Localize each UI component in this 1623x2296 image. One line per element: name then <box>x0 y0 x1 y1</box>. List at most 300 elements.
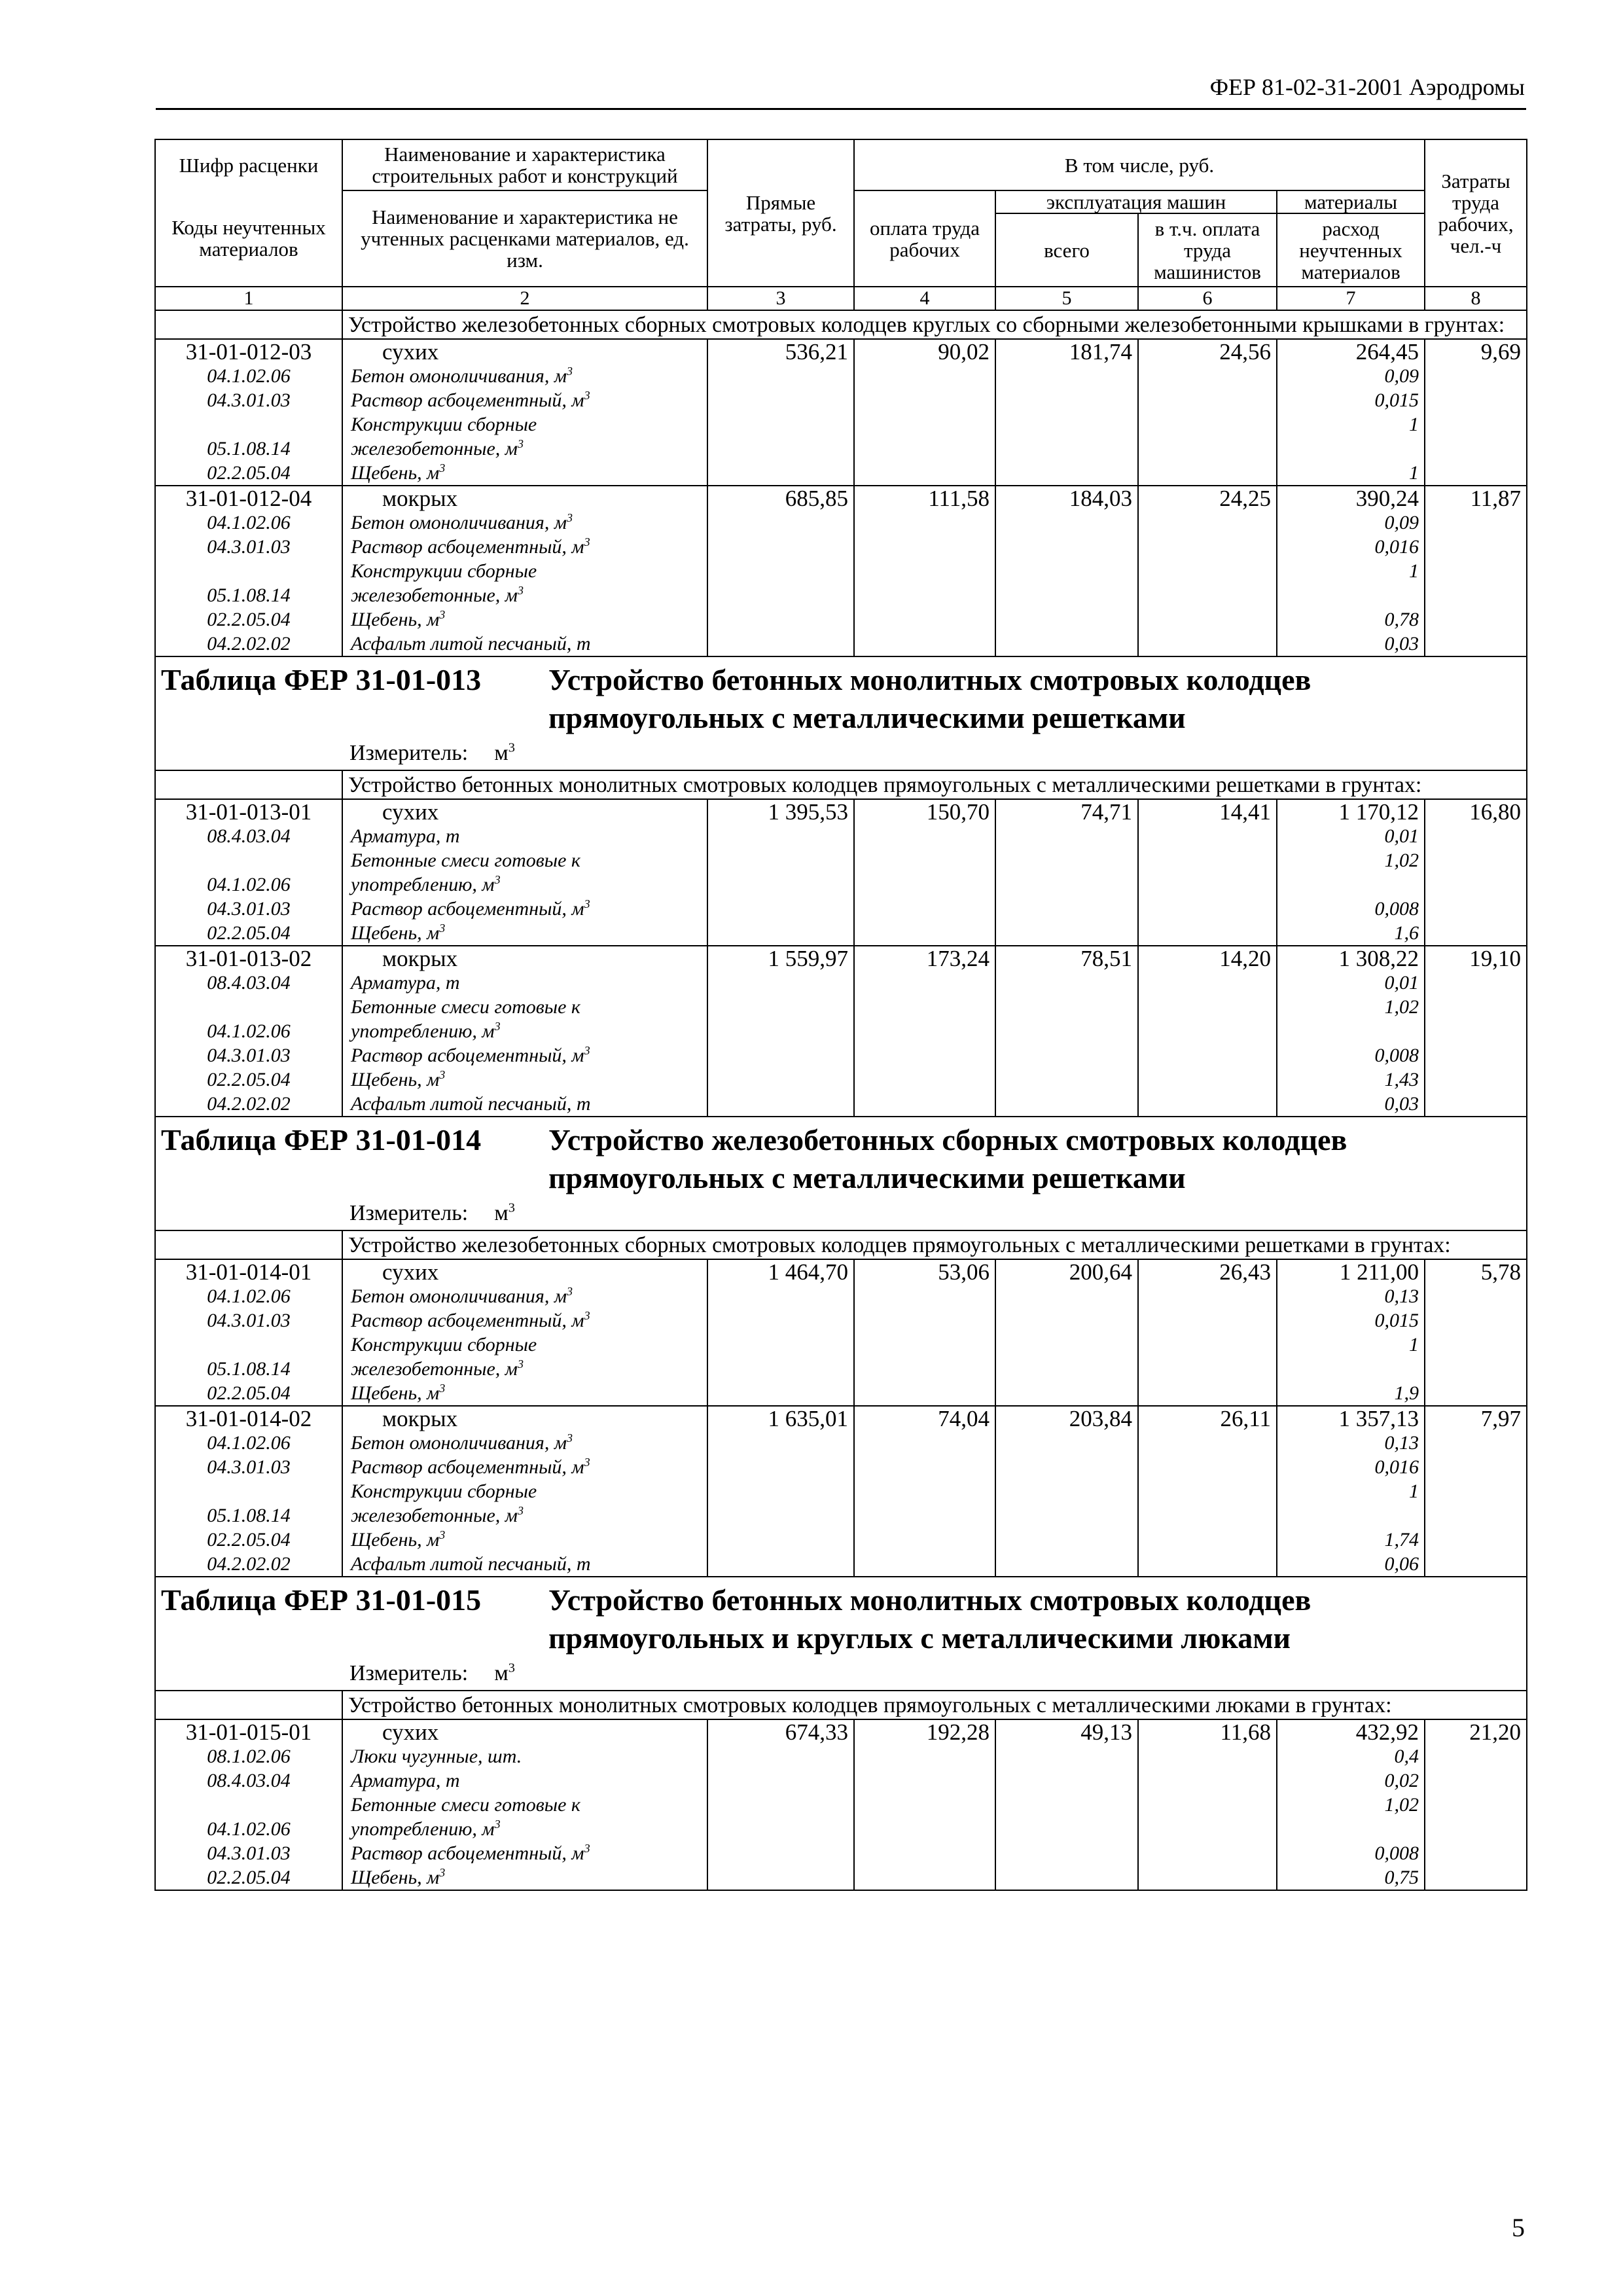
superscript: 3 <box>439 608 446 621</box>
table-number: Таблица ФЕР 31-01-015 <box>161 1583 482 1617</box>
material-name <box>342 1284 707 1308</box>
empty-cell <box>1138 1865 1277 1890</box>
table-number: Таблица ФЕР 31-01-013 <box>161 663 482 696</box>
empty-cell <box>854 1284 995 1308</box>
material-row <box>155 535 1527 559</box>
work-name: сухих <box>342 1259 707 1284</box>
labor-hours: 21,20 <box>1425 1719 1527 1744</box>
machinists-wages: 26,11 <box>1138 1406 1277 1431</box>
material-name-text: Люки чугунные, шт. <box>351 1746 522 1767</box>
measurement-unit <box>161 1660 1521 1687</box>
empty-cell <box>1425 511 1527 535</box>
material-row <box>155 995 1527 1043</box>
empty-cell <box>1425 1528 1527 1552</box>
empty-cell <box>854 1528 995 1552</box>
superscript: 3 <box>508 1660 515 1676</box>
material-code: 05.1.08.14 <box>155 412 342 461</box>
material-name-text: Арматура, т <box>351 972 460 994</box>
material-name <box>342 971 707 995</box>
superscript: 3 <box>494 1818 501 1831</box>
material-name <box>342 1455 707 1479</box>
material-quantity: 0,13 <box>1277 1284 1425 1308</box>
work-name: сухих <box>342 799 707 824</box>
superscript: 3 <box>584 1842 590 1855</box>
empty-cell <box>995 921 1138 946</box>
empty-cell <box>995 1381 1138 1406</box>
empty-cell <box>854 632 995 656</box>
empty-cell <box>1138 1552 1277 1577</box>
empty-cell <box>1138 1455 1277 1479</box>
material-row <box>155 1841 1527 1865</box>
material-name-text: Раствор асбоцементный, м <box>351 898 584 920</box>
material-code: 05.1.08.14 <box>155 1333 342 1381</box>
work-name: мокрых <box>342 946 707 971</box>
measurement-unit <box>161 740 1521 767</box>
col-number: 4 <box>854 287 995 310</box>
superscript: 3 <box>567 1431 573 1444</box>
materials-header: материалы <box>1277 190 1425 213</box>
empty-cell <box>854 1793 995 1841</box>
material-code: 02.2.05.04 <box>155 1528 342 1552</box>
empty-cell <box>995 1768 1138 1793</box>
work-name: мокрых <box>342 486 707 511</box>
superscript: 3 <box>439 922 446 935</box>
rate-row <box>155 1406 1527 1431</box>
material-name <box>342 1744 707 1768</box>
col4-header: оплата труда рабочих <box>854 190 995 287</box>
empty-cell <box>1425 921 1527 946</box>
empty-cell <box>1425 1067 1527 1092</box>
material-name <box>342 535 707 559</box>
materials-cost: 1 357,13 <box>1277 1406 1425 1431</box>
empty-cell <box>707 388 854 412</box>
material-quantity: 0,016 <box>1277 535 1425 559</box>
material-code: 02.2.05.04 <box>155 921 342 946</box>
material-code: 04.1.02.06 <box>155 1793 342 1841</box>
material-name-text: Асфальт литой песчаный, т <box>351 1093 591 1115</box>
col1-header-bottom: Коды неучтенных материалов <box>155 190 342 287</box>
table-title <box>548 1121 1517 1197</box>
empty-cell <box>854 1092 995 1117</box>
superscript: 3 <box>508 1200 515 1215</box>
empty-cell <box>995 848 1138 897</box>
material-name-text: Раствор асбоцементный, м <box>351 389 584 411</box>
empty-cell <box>1425 412 1527 461</box>
material-quantity: 0,4 <box>1277 1744 1425 1768</box>
table-title-cell <box>155 1117 1527 1230</box>
col-number: 5 <box>995 287 1138 310</box>
empty-cell <box>707 1333 854 1381</box>
material-quantity: 1,6 <box>1277 921 1425 946</box>
col8-header: Затраты труда рабочих, чел.-ч <box>1425 139 1527 287</box>
material-quantity: 1 <box>1277 1479 1425 1528</box>
labor-hours: 5,78 <box>1425 1259 1527 1284</box>
material-name <box>342 412 707 461</box>
empty-cell <box>854 1043 995 1067</box>
superscript: 3 <box>439 1528 446 1541</box>
material-row <box>155 1744 1527 1768</box>
material-code: 02.2.05.04 <box>155 607 342 632</box>
material-quantity: 1 <box>1277 412 1425 461</box>
col-number: 1 <box>155 287 342 310</box>
material-quantity: 0,03 <box>1277 632 1425 656</box>
col2-header-top: Наименование и характеристика строительных работ и конструкций <box>342 139 707 190</box>
measurement-label: Измеритель: <box>349 1201 469 1225</box>
empty-cell <box>1425 1284 1527 1308</box>
material-quantity: 1 <box>1277 559 1425 607</box>
material-name-text: Раствор асбоцементный, м <box>351 1310 584 1331</box>
material-code: 04.3.01.03 <box>155 1841 342 1865</box>
empty-cell <box>1425 1552 1527 1577</box>
material-quantity: 0,78 <box>1277 607 1425 632</box>
work-name: сухих <box>342 339 707 364</box>
empty-cell <box>1138 632 1277 656</box>
material-name-text: Конструкции сборные <box>351 414 537 435</box>
labor-hours: 19,10 <box>1425 946 1527 971</box>
empty-cell <box>995 1528 1138 1552</box>
empty-cell <box>995 607 1138 632</box>
superscript: 3 <box>567 1285 573 1298</box>
material-name-text: Щебень, м <box>351 1529 440 1551</box>
labor-wages: 90,02 <box>854 339 995 364</box>
machines-total: 78,51 <box>995 946 1138 971</box>
material-name-text: Раствор асбоцементный, м <box>351 1456 584 1478</box>
labor-hours: 7,97 <box>1425 1406 1527 1431</box>
empty-cell <box>995 1043 1138 1067</box>
rate-code: 31-01-014-02 <box>155 1406 342 1431</box>
material-name-text: Бетон омоноличивания, м <box>351 365 567 387</box>
material-row <box>155 559 1527 607</box>
labor-wages: 53,06 <box>854 1259 995 1284</box>
material-name <box>342 1333 707 1381</box>
table-number: Таблица ФЕР 31-01-014 <box>161 1123 482 1157</box>
material-row <box>155 412 1527 461</box>
empty-cell <box>1138 559 1277 607</box>
empty-cell <box>707 511 854 535</box>
material-name <box>342 921 707 946</box>
col-number: 2 <box>342 287 707 310</box>
empty-cell <box>707 897 854 921</box>
rate-code: 31-01-013-01 <box>155 799 342 824</box>
empty-cell <box>707 535 854 559</box>
material-name-text-2: употреблению, м <box>351 1020 495 1042</box>
superscript: 3 <box>439 1866 446 1879</box>
machinists-wages: 14,20 <box>1138 946 1277 971</box>
empty-cell <box>854 364 995 388</box>
header-rule <box>156 108 1526 110</box>
table-title-row <box>155 1577 1527 1691</box>
superscript: 3 <box>584 1456 590 1469</box>
measurement-value: м <box>494 741 508 765</box>
empty-cell <box>1425 1841 1527 1865</box>
material-name <box>342 607 707 632</box>
material-quantity: 1 <box>1277 1333 1425 1381</box>
empty-cell <box>854 535 995 559</box>
material-quantity: 0,09 <box>1277 364 1425 388</box>
material-row <box>155 921 1527 946</box>
empty-cell <box>995 1067 1138 1092</box>
empty-cell <box>707 1043 854 1067</box>
empty-cell <box>707 1284 854 1308</box>
material-code: 02.2.05.04 <box>155 1381 342 1406</box>
empty-cell <box>1425 1793 1527 1841</box>
machinists-wages: 24,25 <box>1138 486 1277 511</box>
empty-cell <box>995 632 1138 656</box>
material-name <box>342 1043 707 1067</box>
material-row <box>155 1865 1527 1890</box>
material-quantity: 0,13 <box>1277 1431 1425 1455</box>
empty-cell <box>1425 535 1527 559</box>
material-code: 08.1.02.06 <box>155 1744 342 1768</box>
superscript: 3 <box>584 897 590 910</box>
machinists-wages: 26,43 <box>1138 1259 1277 1284</box>
material-quantity: 1,02 <box>1277 1793 1425 1841</box>
empty-cell <box>995 461 1138 486</box>
rate-code: 31-01-013-02 <box>155 946 342 971</box>
table-title <box>548 1581 1517 1657</box>
measurement-value: м <box>494 1201 508 1225</box>
material-name <box>342 1528 707 1552</box>
material-name <box>342 1067 707 1092</box>
table-title-line1: Устройство железобетонных сборных смотровых колодцев <box>548 1123 1347 1157</box>
empty-cell <box>707 607 854 632</box>
material-name-text: Арматура, т <box>351 1770 460 1791</box>
material-name-text-2: железобетонные, м <box>351 584 518 606</box>
empty-cell <box>1425 632 1527 656</box>
machinists-wages: 24,56 <box>1138 339 1277 364</box>
machinists-wages: 14,41 <box>1138 799 1277 824</box>
empty-cell <box>1138 1381 1277 1406</box>
material-name <box>342 1552 707 1577</box>
section-description: Устройство железобетонных сборных смотровых колодцев круглых со сборными железобетонными крышками в грунтах: <box>342 310 1527 339</box>
material-code: 04.3.01.03 <box>155 1455 342 1479</box>
material-quantity: 0,06 <box>1277 1552 1425 1577</box>
material-code: 08.4.03.04 <box>155 971 342 995</box>
section-description-row <box>155 310 1527 339</box>
empty-cell <box>1138 1479 1277 1528</box>
material-name-text-2: железобетонные, м <box>351 1358 518 1380</box>
material-name-text: Асфальт литой песчаный, т <box>351 1553 591 1575</box>
material-row <box>155 1431 1527 1455</box>
labor-wages: 74,04 <box>854 1406 995 1431</box>
empty-cell <box>1425 1308 1527 1333</box>
material-name-text: Бетон омоноличивания, м <box>351 1285 567 1307</box>
empty-cell <box>1138 1841 1277 1865</box>
section-description: Устройство бетонных монолитных смотровых колодцев прямоугольных с металлическими люками в грунтах: <box>342 1691 1527 1719</box>
material-row <box>155 1308 1527 1333</box>
direct-costs: 1 635,01 <box>707 1406 854 1431</box>
empty-cell <box>1138 364 1277 388</box>
empty-cell <box>995 1284 1138 1308</box>
empty-cell <box>1425 1479 1527 1528</box>
empty-cell <box>707 461 854 486</box>
material-quantity: 0,03 <box>1277 1092 1425 1117</box>
empty-cell <box>707 1092 854 1117</box>
material-code: 04.1.02.06 <box>155 511 342 535</box>
material-code: 04.1.02.06 <box>155 848 342 897</box>
empty-cell <box>1138 971 1277 995</box>
empty-cell <box>155 1230 342 1259</box>
empty-cell <box>995 1744 1138 1768</box>
material-quantity: 0,015 <box>1277 388 1425 412</box>
material-code: 04.3.01.03 <box>155 897 342 921</box>
machines-header: эксплуатация машин <box>995 190 1277 213</box>
material-row <box>155 1092 1527 1117</box>
material-name-text: Щебень, м <box>351 1867 440 1888</box>
labor-wages: 150,70 <box>854 799 995 824</box>
empty-cell <box>1138 535 1277 559</box>
material-name-text: Раствор асбоцементный, м <box>351 1842 584 1864</box>
superscript: 3 <box>508 740 515 755</box>
empty-cell <box>854 897 995 921</box>
material-code: 04.3.01.03 <box>155 535 342 559</box>
empty-cell <box>707 1455 854 1479</box>
material-name-text: Бетон омоноличивания, м <box>351 1432 567 1454</box>
empty-cell <box>854 848 995 897</box>
superscript: 3 <box>439 461 446 475</box>
empty-cell <box>854 1841 995 1865</box>
material-row <box>155 1284 1527 1308</box>
material-name <box>342 1431 707 1455</box>
empty-cell <box>1425 1381 1527 1406</box>
empty-cell <box>995 1841 1138 1865</box>
empty-cell <box>155 770 342 799</box>
direct-costs: 685,85 <box>707 486 854 511</box>
empty-cell <box>1425 848 1527 897</box>
table-title-cell <box>155 656 1527 770</box>
materials-cost: 432,92 <box>1277 1719 1425 1744</box>
measurement-label: Измеритель: <box>349 741 469 765</box>
machines-total: 49,13 <box>995 1719 1138 1744</box>
measurement-value: м <box>494 1661 508 1685</box>
empty-cell <box>854 1865 995 1890</box>
table-title <box>548 661 1517 737</box>
material-row <box>155 364 1527 388</box>
materials-cost: 264,45 <box>1277 339 1425 364</box>
col-number: 3 <box>707 287 854 310</box>
rate-row <box>155 1719 1527 1744</box>
superscript: 3 <box>517 1357 524 1371</box>
empty-cell <box>854 412 995 461</box>
superscript: 3 <box>584 1309 590 1322</box>
empty-cell <box>995 412 1138 461</box>
empty-cell <box>707 1744 854 1768</box>
empty-cell <box>1425 1744 1527 1768</box>
table-title-row <box>155 1117 1527 1230</box>
superscript: 3 <box>567 365 573 378</box>
material-name <box>342 511 707 535</box>
material-name-text: Щебень, м <box>351 462 440 484</box>
empty-cell <box>854 921 995 946</box>
material-name-text: Бетонные смеси готовые к <box>351 996 580 1018</box>
empty-cell <box>995 1308 1138 1333</box>
material-code: 08.4.03.04 <box>155 824 342 848</box>
empty-cell <box>854 1768 995 1793</box>
col6-header: в т.ч. оплата труда машинистов <box>1138 213 1277 287</box>
material-quantity: 1,9 <box>1277 1381 1425 1406</box>
empty-cell <box>995 511 1138 535</box>
material-name <box>342 1479 707 1528</box>
table-title-line1: Устройство бетонных монолитных смотровых колодцев <box>548 1583 1311 1617</box>
empty-cell <box>1138 1043 1277 1067</box>
price-table <box>154 139 1527 1891</box>
materials-cost: 1 308,22 <box>1277 946 1425 971</box>
empty-cell <box>707 1431 854 1455</box>
material-name-text: Бетон омоноличивания, м <box>351 512 567 533</box>
empty-cell <box>995 559 1138 607</box>
table-title-row <box>155 656 1527 770</box>
empty-cell <box>854 1479 995 1528</box>
section-description-row <box>155 770 1527 799</box>
superscript: 3 <box>584 389 590 402</box>
empty-cell <box>1138 897 1277 921</box>
empty-cell <box>854 971 995 995</box>
empty-cell <box>854 559 995 607</box>
empty-cell <box>1138 388 1277 412</box>
material-row <box>155 388 1527 412</box>
material-row <box>155 897 1527 921</box>
measurement-label: Измеритель: <box>349 1661 469 1685</box>
superscript: 3 <box>584 1044 590 1057</box>
empty-cell <box>707 1841 854 1865</box>
empty-cell <box>707 848 854 897</box>
direct-costs: 1 464,70 <box>707 1259 854 1284</box>
material-code: 08.4.03.04 <box>155 1768 342 1793</box>
empty-cell <box>1425 364 1527 388</box>
empty-cell <box>1425 559 1527 607</box>
material-name-text: Щебень, м <box>351 922 440 944</box>
col2-header-bottom: Наименование и характеристика не учтенных расценками материалов, ед. изм. <box>342 190 707 287</box>
superscript: 3 <box>567 511 573 524</box>
superscript: 3 <box>439 1068 446 1081</box>
superscript: 3 <box>439 1382 446 1395</box>
empty-cell <box>1138 1793 1277 1841</box>
material-code: 02.2.05.04 <box>155 1865 342 1890</box>
rate-code: 31-01-012-04 <box>155 486 342 511</box>
empty-cell <box>854 1381 995 1406</box>
material-name-text: Щебень, м <box>351 1069 440 1090</box>
material-name <box>342 824 707 848</box>
col1-header-top: Шифр расценки <box>155 139 342 190</box>
material-name-text-2: железобетонные, м <box>351 1505 518 1526</box>
empty-cell <box>1425 995 1527 1043</box>
superscript: 3 <box>517 437 524 450</box>
superscript: 3 <box>517 1504 524 1517</box>
materials-cost: 1 211,00 <box>1277 1259 1425 1284</box>
material-name-text-2: употреблению, м <box>351 874 495 895</box>
material-name <box>342 995 707 1043</box>
material-name <box>342 1841 707 1865</box>
material-code: 04.2.02.02 <box>155 1552 342 1577</box>
page-number: 5 <box>1512 2213 1525 2242</box>
empty-cell <box>995 995 1138 1043</box>
superscript: 3 <box>584 535 590 548</box>
material-name-text: Конструкции сборные <box>351 1334 537 1355</box>
material-name <box>342 461 707 486</box>
material-name <box>342 388 707 412</box>
empty-cell <box>707 1768 854 1793</box>
material-code: 04.1.02.06 <box>155 1284 342 1308</box>
empty-cell <box>1138 995 1277 1043</box>
empty-cell <box>707 824 854 848</box>
material-code: 04.1.02.06 <box>155 1431 342 1455</box>
empty-cell <box>707 1308 854 1333</box>
section-description-row <box>155 1230 1527 1259</box>
material-code: 05.1.08.14 <box>155 1479 342 1528</box>
material-quantity: 0,01 <box>1277 824 1425 848</box>
rate-row <box>155 946 1527 971</box>
measurement-unit <box>161 1200 1521 1227</box>
